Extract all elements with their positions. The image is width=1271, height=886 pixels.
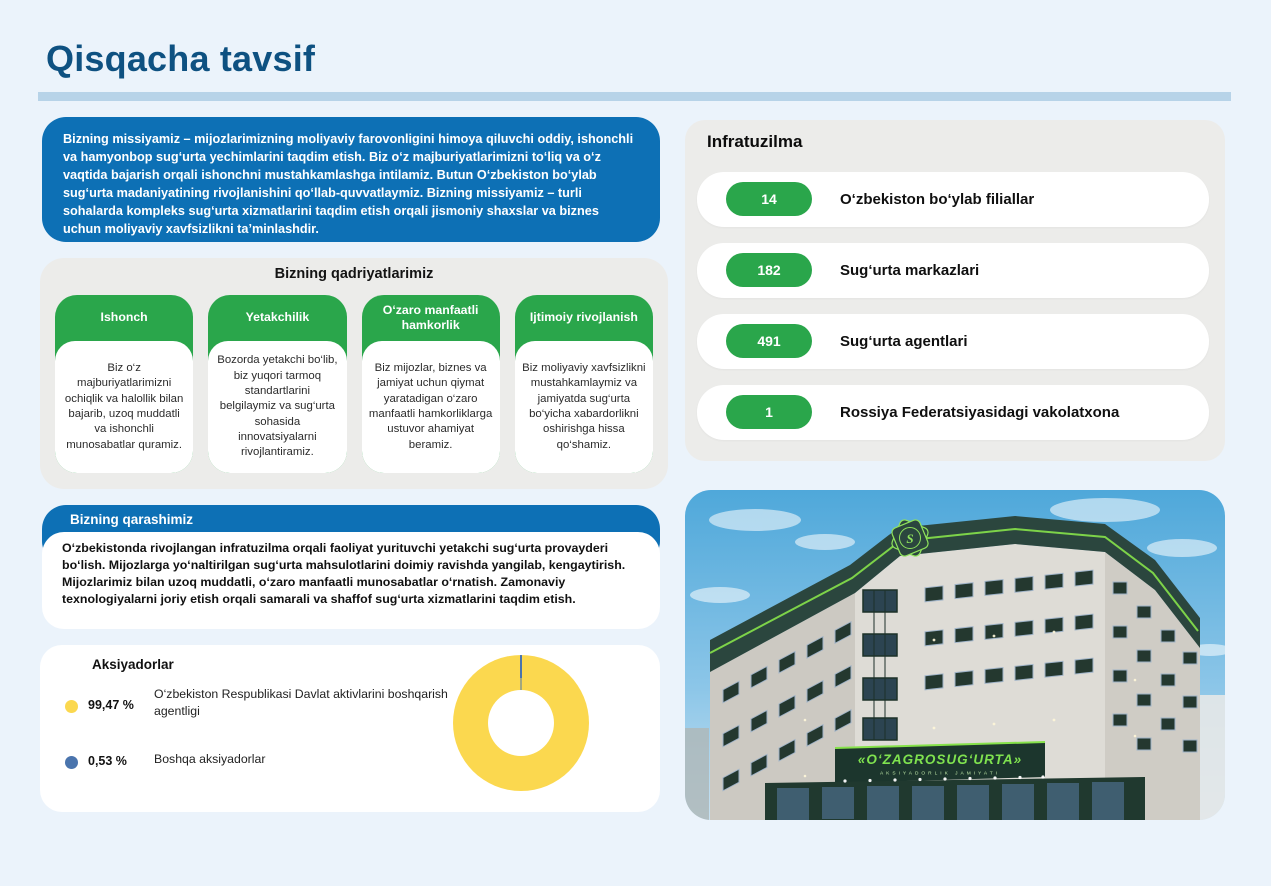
emblem-letter: S [906, 530, 914, 546]
value-card-body: Biz moliyaviy xavfsizlikni mustahkamlaymiz va jamiyatda sug‘urta bo‘yicha xabardorlikni oshirishga hissa qo‘shamiz. [515, 341, 653, 473]
stat-label: Sug‘urta agentlari [840, 333, 968, 350]
stat-value-pill: 1 [726, 395, 812, 429]
value-card-rivojlanish [515, 295, 653, 473]
value-card-title: Ijtimoiy rivojlanish [529, 310, 638, 325]
infra-row-filiallar [697, 172, 1209, 227]
legend-dot-yellow [65, 700, 78, 713]
infrastructure-section [685, 120, 1225, 461]
stat-value-pill: 491 [726, 324, 812, 358]
building-image [685, 490, 1225, 820]
stat-label: Sug‘urta markazlari [840, 262, 980, 279]
legend-label: O‘zbekiston Respublikasi Davlat aktivlarini boshqarish agentligi [154, 687, 448, 719]
value-card-hamkorlik [362, 295, 500, 473]
infra-row-agentlar [697, 314, 1209, 369]
mission-box [42, 117, 660, 242]
shareholders-section [40, 645, 660, 812]
legend-label: Boshqa aksiyadorlar [154, 752, 266, 766]
legend-dot-blue [65, 756, 78, 769]
mission-text: Bizning missiyamiz – mijozlarimizning moliyaviy farovonligini himoya qiluvchi oddiy, ishonchli va hamyonbop sug‘urta yechimlarini taqdim etish. Biz o‘z majburiyatlarimizni to‘liq va o‘z vaqtida bajarish orqali ishonchni mustahkamlashga intilamiz. Butun O‘zbekiston bo‘ylab sug‘urta madaniyatining rivojlanishini qo‘llab-quvvatlaymiz. Bizning missiyamiz – turli sohalarda kompleks sug‘urta xizmatlarini taqdim etish orqali jismoniy shaxslar va biznes uchun moliyaviy xavfsizlikni ta’minlashdir. [63, 132, 634, 237]
shareholders-title: Aksiyadorlar [92, 657, 174, 672]
legend-percent: 99,47 % [88, 698, 134, 712]
value-card-yetakchilik [208, 295, 346, 473]
legend-percent: 0,53 % [88, 754, 127, 768]
values-cards [40, 282, 668, 473]
neighbor-building-left [685, 728, 709, 820]
page-title: Qisqacha tavsif [46, 38, 316, 79]
vision-text: O‘zbekistonda rivojlangan infratuzilma orqali faoliyat yurituvchi yetakchi sug‘urta provayderi bo‘lish. Mijozlarga yo‘naltirilgan sug‘urta mahsulotlarini doimiy ravishda yangilab, kengaytirish. Mijozlarimiz bilan uzoq muddatli, o‘zaro manfaatli munosabatlar o‘rnatish. Zamonaviy texnologiyalarni joriy etish orqali samarali va shaffof sug‘urta xizmatlarini taqdim etish. [42, 532, 660, 629]
value-card-title: Yetakchilik [245, 310, 310, 325]
infrastructure-title: Infratuzilma [707, 132, 803, 151]
values-section [40, 258, 668, 489]
infra-row-vakolatxona [697, 385, 1209, 440]
title-underline [38, 92, 1231, 101]
building-sign-subtitle: AKSIYADORLIK JAMIYATI [879, 771, 1001, 777]
stat-value-pill: 182 [726, 253, 812, 287]
vision-title: Bizning qarashimiz [70, 512, 194, 527]
building-sign-title: «O‘ZAGROSUG‘URTA» [857, 752, 1023, 767]
value-card-body: Bozorda yetakchi bo‘lib, biz yuqori tarmoq standartlarini belgilaymiz va sug‘urta sohasida innovatsiyalarni rivojlantiramiz. [208, 341, 346, 473]
shareholders-donut-chart [453, 655, 589, 791]
values-title: Bizning qadriyatlarimiz [274, 266, 434, 282]
vision-section [42, 505, 660, 629]
value-card-body: Biz mijozlar, biznes va jamiyat uchun qiymat yaratadigan o‘zaro manfaatli hamkorliklarga ustuvor ahamiyat beramiz. [362, 341, 500, 473]
infra-row-markazlar [697, 243, 1209, 298]
value-card-ishonch [55, 295, 193, 473]
stat-value-pill: 14 [726, 182, 812, 216]
value-card-title: O‘zaro manfaatli hamkorlik [382, 302, 479, 332]
neighbor-building-right [1199, 695, 1225, 820]
stat-label: Rossiya Federatsiyasidagi vakolatxona [840, 404, 1120, 421]
stat-label: O‘zbekiston bo‘ylab filiallar [840, 191, 1035, 208]
value-card-title: Ishonch [100, 310, 148, 325]
value-card-body: Biz o‘z majburiyatlarimizni ochiqlik va halollik bilan bajarib, uzoq muddatli va ishonchli munosabatlar quramiz. [55, 341, 193, 473]
